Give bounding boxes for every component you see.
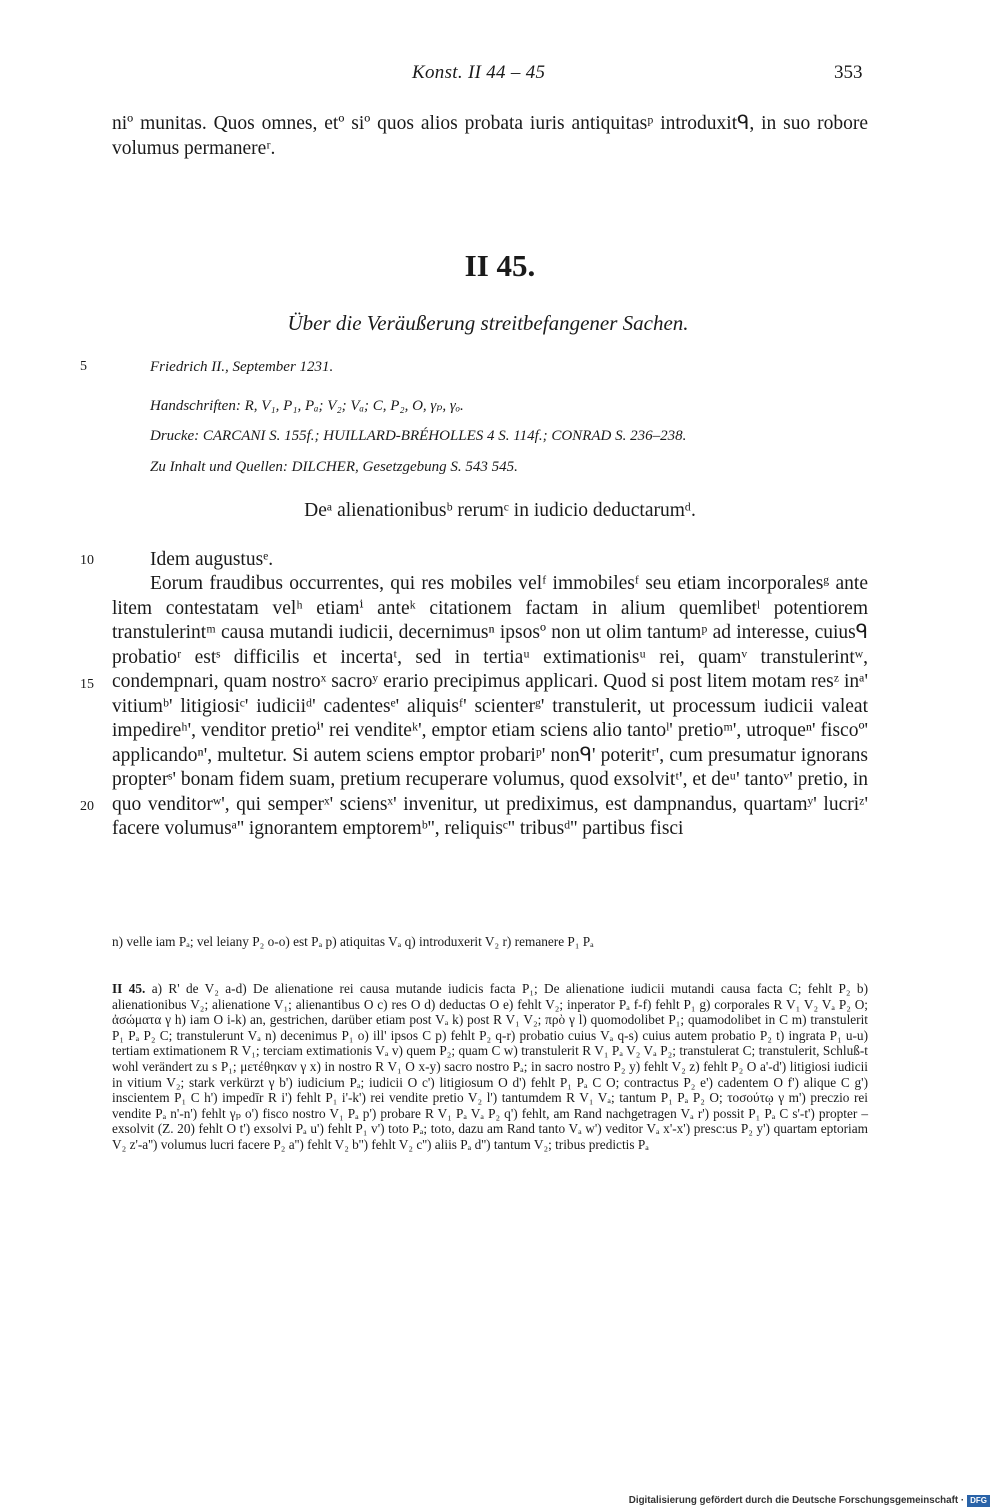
- main-text-paragraph: Eorum fraudibus occurrentes, qui res mobiles velᶠ immobilesᶠ seu etiam incorporalesᵍ ante litem contestatam velʰ etiamⁱ anteᵏ citationem factam in alium quemlibetˡ potentiorem transtulerintᵐ causa mutandi iudicii, decernimusⁿ ipsosº non ut olim tantumᵖ ad interesse, cuiusᑫ probatioʳ estˢ difficilis et incertaᵗ, sed in tertiaᵘ extimationisᵘ rei, quamᵛ transtulerintʷ, condempnari, quam nostroˣ sacroʸ erario precipimus applicari. Quod si post litem motam resᶻ inᵃ' vitiumᵇ' litigiosiᶜ' iudiciiᵈ' cadentesᵉ' aliquisᶠ' scienterᵍ' transtulerit, ut processum iudicii valeat impedireʰ', venditor pretioⁱ' rei venditeᵏ', emptor etiam sciens alio tantoˡ' pretioᵐ', utroqueⁿ' fiscoº' applicandoⁿ', multetur. Si autem sciens emptor probariᵖ' nonᑫ' poteritʳ', cum presumatur ignorans propterˢ' bonam fidem suam, pretium recuperare volumus, quod exsolvitᵗ', et deᵘ' tantoᵛ' pretio, in quo venditorʷ', qui semperˣ' sciensˣ' invenitur, ut prediximus, est dampnandus, quartamʸ' lucriᶻ' facere volumusᵃ'' ignorantem emptoremᵇ'', reliquisᶜ'' tribusᵈ'' partibus fisci: [112, 573, 868, 839]
- meta-sources: Zu Inhalt und Quellen: DILCHER, Gesetzgebung S. 543 545.: [150, 459, 518, 475]
- meta-prints: Drucke: CARCANI S. 155f.; HUILLARD-BRÉHOLLES 4 S. 114f.; CONRAD S. 236–238.: [150, 428, 687, 444]
- footer-credit-text: Digitalisierung gefördert durch die Deutsche Forschungsgemeinschaft ·: [628, 1495, 965, 1506]
- apparatus-notes-a: n) velle iam Pₐ; vel leiany P₂ o-o) est Pₐ p) atiquitas Vₐ q) introduxerit V₂ r) remanere P₁ Pₐ: [112, 934, 594, 949]
- meta-date: Friedrich II., September 1231.: [150, 359, 334, 375]
- meta-manuscripts: Handschriften: R, V₁, P₁, Pₐ; V₂; Vₐ; C, P₂, O, γₚ, γₒ.: [150, 398, 464, 414]
- apparatus-notes-b: [112, 981, 868, 1153]
- apparatus-notes-b-text: a) R' de V₂ a-d) De alienatione rei causa mutande iudicis facta P₁; De alienatione iudicii mutandi causa facta C; fehlt P₂ b) alienationibus V₂; alienatione V₁; alienantibus O c) res O d) deductas O e) fehlt V₂; inperator Pₐ f-f) fehlt P₁ g) corporales R V₁ V₂ Vₐ P₂ O; ἀσώματα γ h) iam O i-k) an, gestrichen, darüber etiam post Vₐ k) post R V₁ V₂; πρὸ γ l) quomodolibet P₁; quamodolibet in C m) transtulerit P₁ Pₐ P₂ C; transtulerunt Vₐ n) decenimus P₁ o) ill' ipsos C p) fehlt P₂ q-r) probatio cuius Vₐ q-s) cuius autem probatio P₂ t) ingrata P₁ u-u) tertiam extimationem R V₁; terciam extimationis Vₐ v) quem P₂; quam C w) transtulerit R V₁ Pₐ V₂ Vₐ P₂; transtulerat C; transtulerit, Schluß-t wohl verändert zu s P₁; μετέθηκαν γ x) in nostro R V₁ O x-y) sacro nostro Pₐ; in sacro nostro P₂ y) fehlt V₂ z) fehlt P₂ O a'-d') litigiosi iudicii in vitium V₂; stark verkürzt γ b') iudicium Pₐ; iudicii O c') litigiosum O d') fehlt P₁ Pₐ C O; contractus P₂ e') cadentem O f') alique C g') inscientem P₁ C h') impedīr R i') fehlt P₁ i'-k') rei vendite pretio V₂ l') tantumdem R V₁ Vₐ; tantum P₁ Pₐ P₂ O; τοσούτῳ γ m') preczio rei vendite Pₐ n'-n') fehlt γₚ o') fisco nostro V₁ Pₐ p') probare R V₁ Pₐ Vₐ P₂ q') fehlt, am Rand nachgetragen Vₐ r') possit P₁ Pₐ C s'-t') propter – exsolvit (Z. 20) fehlt O t') exsolvi Pₐ u') fehlt P₁ v') toto Pₐ; toto, dazu am Rand tanto Vₐ w') veditor Vₐ x'-x') presc:us P₂ y') quartam eptoriam V₂ z'-a'') volumus lucri facere P₂ a'') fehlt V₂ b'') fehlt V₂ c'') aliis Pₐ d'') tantum V₂; tribus predictis Pₐ: [112, 981, 868, 1152]
- idem-augustus: Idem augustusᵉ.: [150, 549, 274, 570]
- line-number-20: 20: [80, 799, 94, 814]
- section-number: II 45.: [464, 248, 536, 283]
- latin-heading: Deᵃ alienationibusᵇ rerumᶜ in iudicio deductarumᵈ.: [304, 500, 696, 521]
- line-number-10: 10: [80, 553, 94, 568]
- section-title: Über die Veräußerung streitbefangener Sachen.: [287, 311, 689, 335]
- dfg-logo: DFG: [967, 1495, 990, 1507]
- line-number-15: 15: [80, 677, 94, 692]
- continuation-paragraph: niº munitas. Quos omnes, etº siº quos alios probata iuris antiquitasᵖ introduxitᑫ, in suo robore volumus permanereʳ.: [112, 113, 868, 159]
- running-head: [0, 62, 1000, 86]
- apparatus-section-label: II 45.: [112, 981, 146, 996]
- page-number: 353: [834, 62, 863, 83]
- line-number-5: 5: [80, 359, 87, 374]
- footer-credit: [629, 1494, 990, 1507]
- running-title: Konst. II 44 – 45: [412, 62, 546, 83]
